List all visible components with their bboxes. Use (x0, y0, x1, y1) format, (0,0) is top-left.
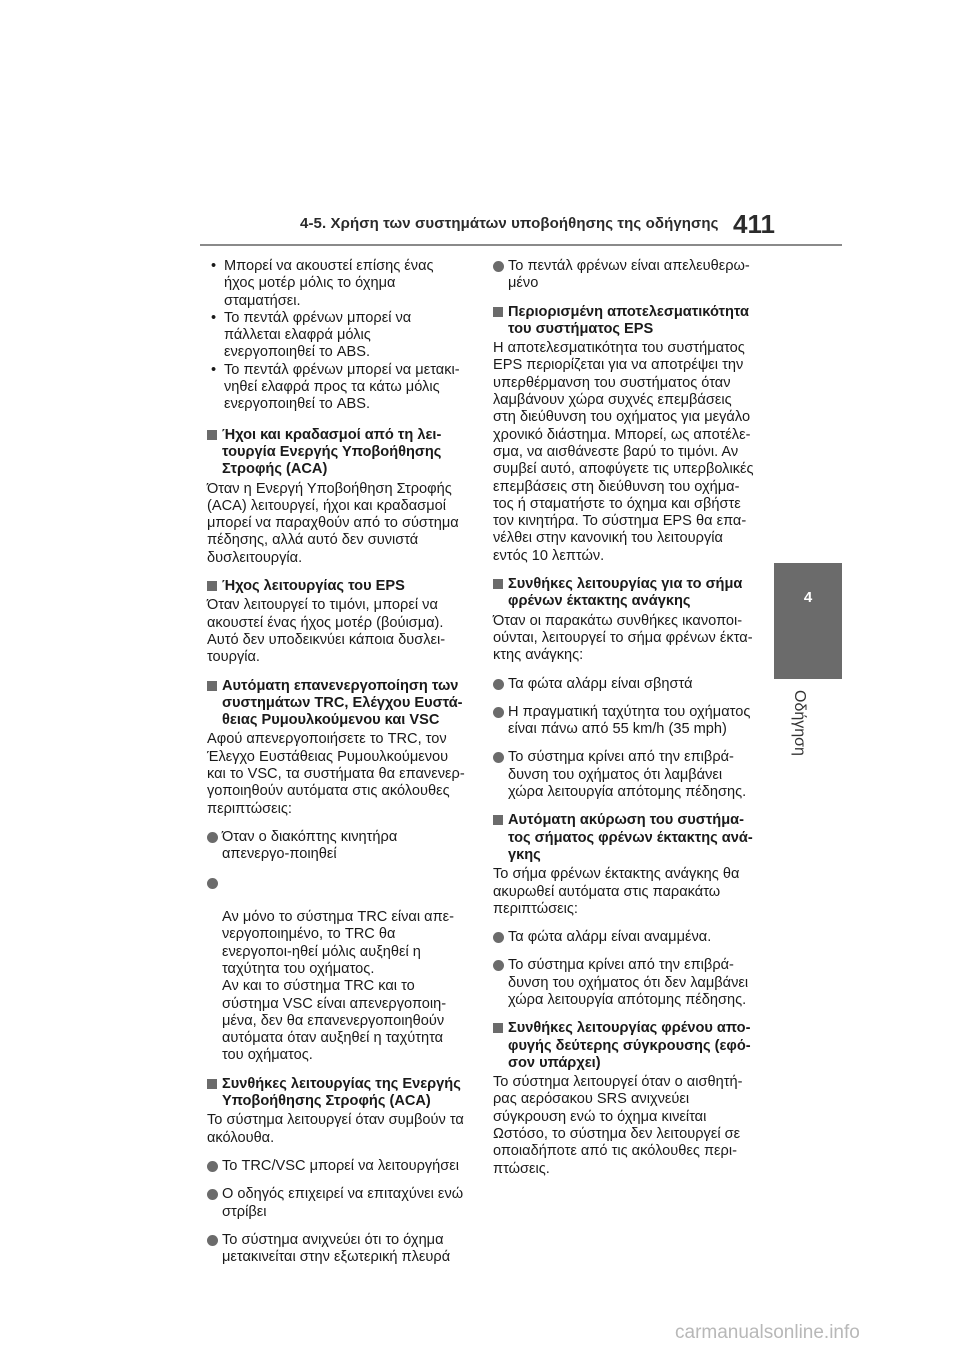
section-eps-limited (493, 304, 755, 565)
list-item (207, 1158, 465, 1175)
round-bullet-icon (493, 679, 504, 690)
chapter-tab (774, 563, 842, 679)
bullet-item: • Το πεντάλ φρένων μπορεί να πάλλεται ελαφρά μόλις ενεργοποιηθεί το ABS. (207, 310, 465, 362)
section-heading (207, 1076, 465, 1111)
section-heading-text: Ήχος λειτουργίας του EPS (222, 578, 405, 595)
section-eps-sound (207, 578, 465, 666)
round-bullet-icon (493, 707, 504, 718)
section-heading (493, 812, 755, 864)
section-aca-noise (207, 427, 465, 567)
section-heading-text: Συνθήκες λειτουργίας της Ενεργής Υποβοήθησης Στροφής (ACA) (222, 1075, 461, 1110)
list-item-text: Τα φώτα αλάρμ είναι αναμμένα. (508, 929, 712, 946)
round-bullet-icon (207, 1189, 218, 1200)
round-bullet-icon (493, 261, 504, 272)
left-column (207, 258, 465, 1277)
section-paragraph: Όταν λειτουργεί το τιμόνι, μπορεί να ακουστεί ένας ήχος μοτέρ (βούισμα). Αυτό δεν υποδεικνύει κάποια δυσλει-τουργία. (207, 597, 446, 666)
section-heading (207, 578, 465, 595)
section-paragraph: Αφού απενεργοποιήσετε το TRC, τον Έλεγχο Ευστάθειας Ρυμουλκούμενου και το VSC, τα συστήματα θα επανενερ-γοποιηθούν αυτόματα στις ακόλουθες περιπτώσεις: (207, 731, 465, 817)
page-number: 411 (733, 209, 775, 239)
header-divider (200, 244, 842, 246)
square-bullet-icon (207, 681, 217, 691)
list-item (493, 258, 755, 293)
section-paragraph: Η αποτελεσματικότητα του συστήματος EPS περιορίζεται για να αποτρέψει την υπερθέρμανση του συστήματος όταν λαμβάνουν χώρα συχνές επεμβάσεις στη διεύθυνση του οχήματος για μεγάλο χρονικό διάστημα. Μπορεί, ως αποτέλε-σμα, να αισθάνεστε βαρύ το τιμόνι. Αν συμβεί αυτό, αποφύγετε τις υπερβολικές επεμβάσεις στη διεύθυνση του οχήμα-τος ή σταματήστε το όχημα και σβήστε τον κινητήρα. Το σύστημα EPS θα επα-νέλθει στην κανονική του λειτουργία εντός 10 λεπτών. (493, 340, 754, 564)
round-bullet-icon (207, 878, 218, 889)
list-item (493, 929, 755, 946)
round-bullet-icon (493, 752, 504, 763)
round-bullet-icon (493, 960, 504, 971)
section-heading (493, 304, 755, 339)
list-item (493, 957, 755, 1009)
square-bullet-icon (207, 430, 217, 440)
chapter-label: Οδήγηση (791, 690, 808, 756)
chapter-number: 4 (803, 589, 813, 606)
round-bullet-icon (493, 932, 504, 943)
square-bullet-icon (493, 815, 503, 825)
section-paragraph: Το σύστημα λειτουργεί όταν συμβούν τα ακόλουθα. (207, 1112, 464, 1146)
round-bullet-icon (207, 1161, 218, 1172)
list-item (493, 704, 755, 739)
bullet-item: • Μπορεί να ακουστεί επίσης ένας ήχος μοτέρ μόλις το όχημα σταματήσει. (207, 258, 465, 310)
right-column (493, 258, 755, 1189)
section-heading-text: Αυτόματη επανενεργοποίηση των συστημάτων TRC, Ελέγχου Ευστά-θειας Ρυμουλκούμενου και VSC (222, 677, 463, 729)
list-item-text: Το σύστημα κρίνει από την επιβρά-δυνση του οχήματος ότι λαμβάνει χώρα λειτουργία απότομης πέδησης. (508, 749, 747, 801)
intro-bullet-list (207, 258, 465, 414)
square-bullet-icon (207, 1079, 217, 1089)
section-paragraph: Όταν η Ενεργή Υποβοήθηση Στροφής (ACA) λειτουργεί, ήχοι και κραδασμοί μπορεί να παραχθούν από το σύστημα πέδησης, αλλά αυτό δεν συνιστά δυσλειτουργία. (207, 480, 459, 566)
section-aca-conditions (207, 1076, 465, 1267)
section-heading (207, 678, 465, 730)
list-item-text: Αν μόνο το σύστημα TRC είναι απε-νεργοποιημένο, το TRC θα ενεργοποι-ηθεί μόλις αυξηθεί η ταχύτητα του οχήματος. Αν και το σύστημα TRC και το σύστημα VSC είναι απενεργοποιη-μένα, δεν θα επανενεργοποιηθούν αυτόματα όταν αυξηθεί η ταχύτητα του οχήματος. (222, 909, 455, 1064)
list-item-text: Το σύστημα κρίνει από την επιβρά-δυνση του οχήματος ότι δεν λαμβάνει χώρα λειτουργία απότομης πέδησης. (508, 957, 749, 1008)
square-bullet-icon (493, 579, 503, 589)
watermark-link[interactable]: carmanualsonline.info (675, 1322, 860, 1343)
section-auto-reactivation (207, 678, 465, 1065)
list-item-text: Τα φώτα αλάρμ είναι σβηστά (508, 675, 693, 692)
section-heading (493, 1020, 755, 1072)
list-item-text: Το σύστημα ανιχνεύει ότι το όχημα μετακινείται στην εξωτερική πλευρά (222, 1231, 451, 1266)
section-heading-text: Περιορισμένη αποτελεσματικότητα του συστήματος EPS (508, 303, 749, 337)
square-bullet-icon (493, 1023, 503, 1033)
bullet-item: • Το πεντάλ φρένων μπορεί να μετακι-νηθεί ελαφρά προς τα κάτω μόλις ενεργοποιηθεί το ABS. (207, 362, 465, 414)
list-item-text: Ο οδηγός επιχειρεί να επιταχύνει ενώ στρίβει (222, 1186, 464, 1220)
list-item (493, 749, 755, 801)
list-item-text: Το TRC/VSC μπορεί να λειτουργήσει (222, 1157, 460, 1174)
section-secondary-collision-brake (493, 1020, 755, 1178)
section-heading-text: Αυτόματη ακύρωση του συστήμα-τος σήματος φρένων έκτακτης ανά-γκης (508, 812, 753, 863)
list-item-text: Όταν ο διακόπτης κινητήρα απενεργο-ποιηθεί (222, 828, 398, 863)
list-item-text: Το πεντάλ φρένων είναι απελευθερω-μένο (508, 258, 750, 292)
running-header-title: 4-5. Χρήση των συστημάτων υποβοήθησης της οδήγησης (300, 215, 719, 232)
section-heading (493, 576, 755, 611)
round-bullet-icon (207, 832, 218, 843)
list-item (207, 1232, 465, 1267)
square-bullet-icon (207, 581, 217, 591)
section-heading (207, 427, 465, 479)
section-heading-text: Ήχοι και κραδασμοί από τη λει-τουργία Ενεργής Υποβοήθησης Στροφής (ACA) (222, 426, 442, 478)
round-bullet-icon (207, 1235, 218, 1246)
section-paragraph: Το σήμα φρένων έκτακτης ανάγκης θα ακυρωθεί αυτόματα στις παρακάτω περιπτώσεις: (493, 866, 740, 917)
list-item (207, 1186, 465, 1221)
list-item-text: Η πραγματική ταχύτητα του οχήματος είναι πάνω από 55 km/h (35 mph) (508, 703, 751, 738)
section-paragraph: Το σύστημα λειτουργεί όταν ο αισθητή-ρας αερόσακου SRS ανιχνεύει σύγκρουση ενώ το όχημα κινείται Ωστόσο, το σύστημα δεν λειτουργεί σε οποιαδήποτε από τις ακόλουθες περι-πτώσεις. (493, 1074, 743, 1177)
square-bullet-icon (493, 307, 503, 317)
section-heading-text: Συνθήκες λειτουργίας φρένου απο-φυγής δεύτερης σύγκρουσης (εφό-σον υπάρχει) (508, 1020, 751, 1071)
section-emergency-signal-conditions (493, 576, 755, 801)
list-item (207, 875, 465, 1065)
section-paragraph: Όταν οι παρακάτω συνθήκες ικανοποι-ούνται, λειτουργεί το σήμα φρένων έκτα-κτης ανάγκης: (493, 612, 753, 664)
section-emergency-signal-cancel (493, 812, 755, 1009)
list-item (493, 676, 755, 693)
list-item (207, 829, 465, 864)
section-heading-text: Συνθήκες λειτουργίας για το σήμα φρένων έκτακτης ανάγκης (508, 576, 743, 610)
